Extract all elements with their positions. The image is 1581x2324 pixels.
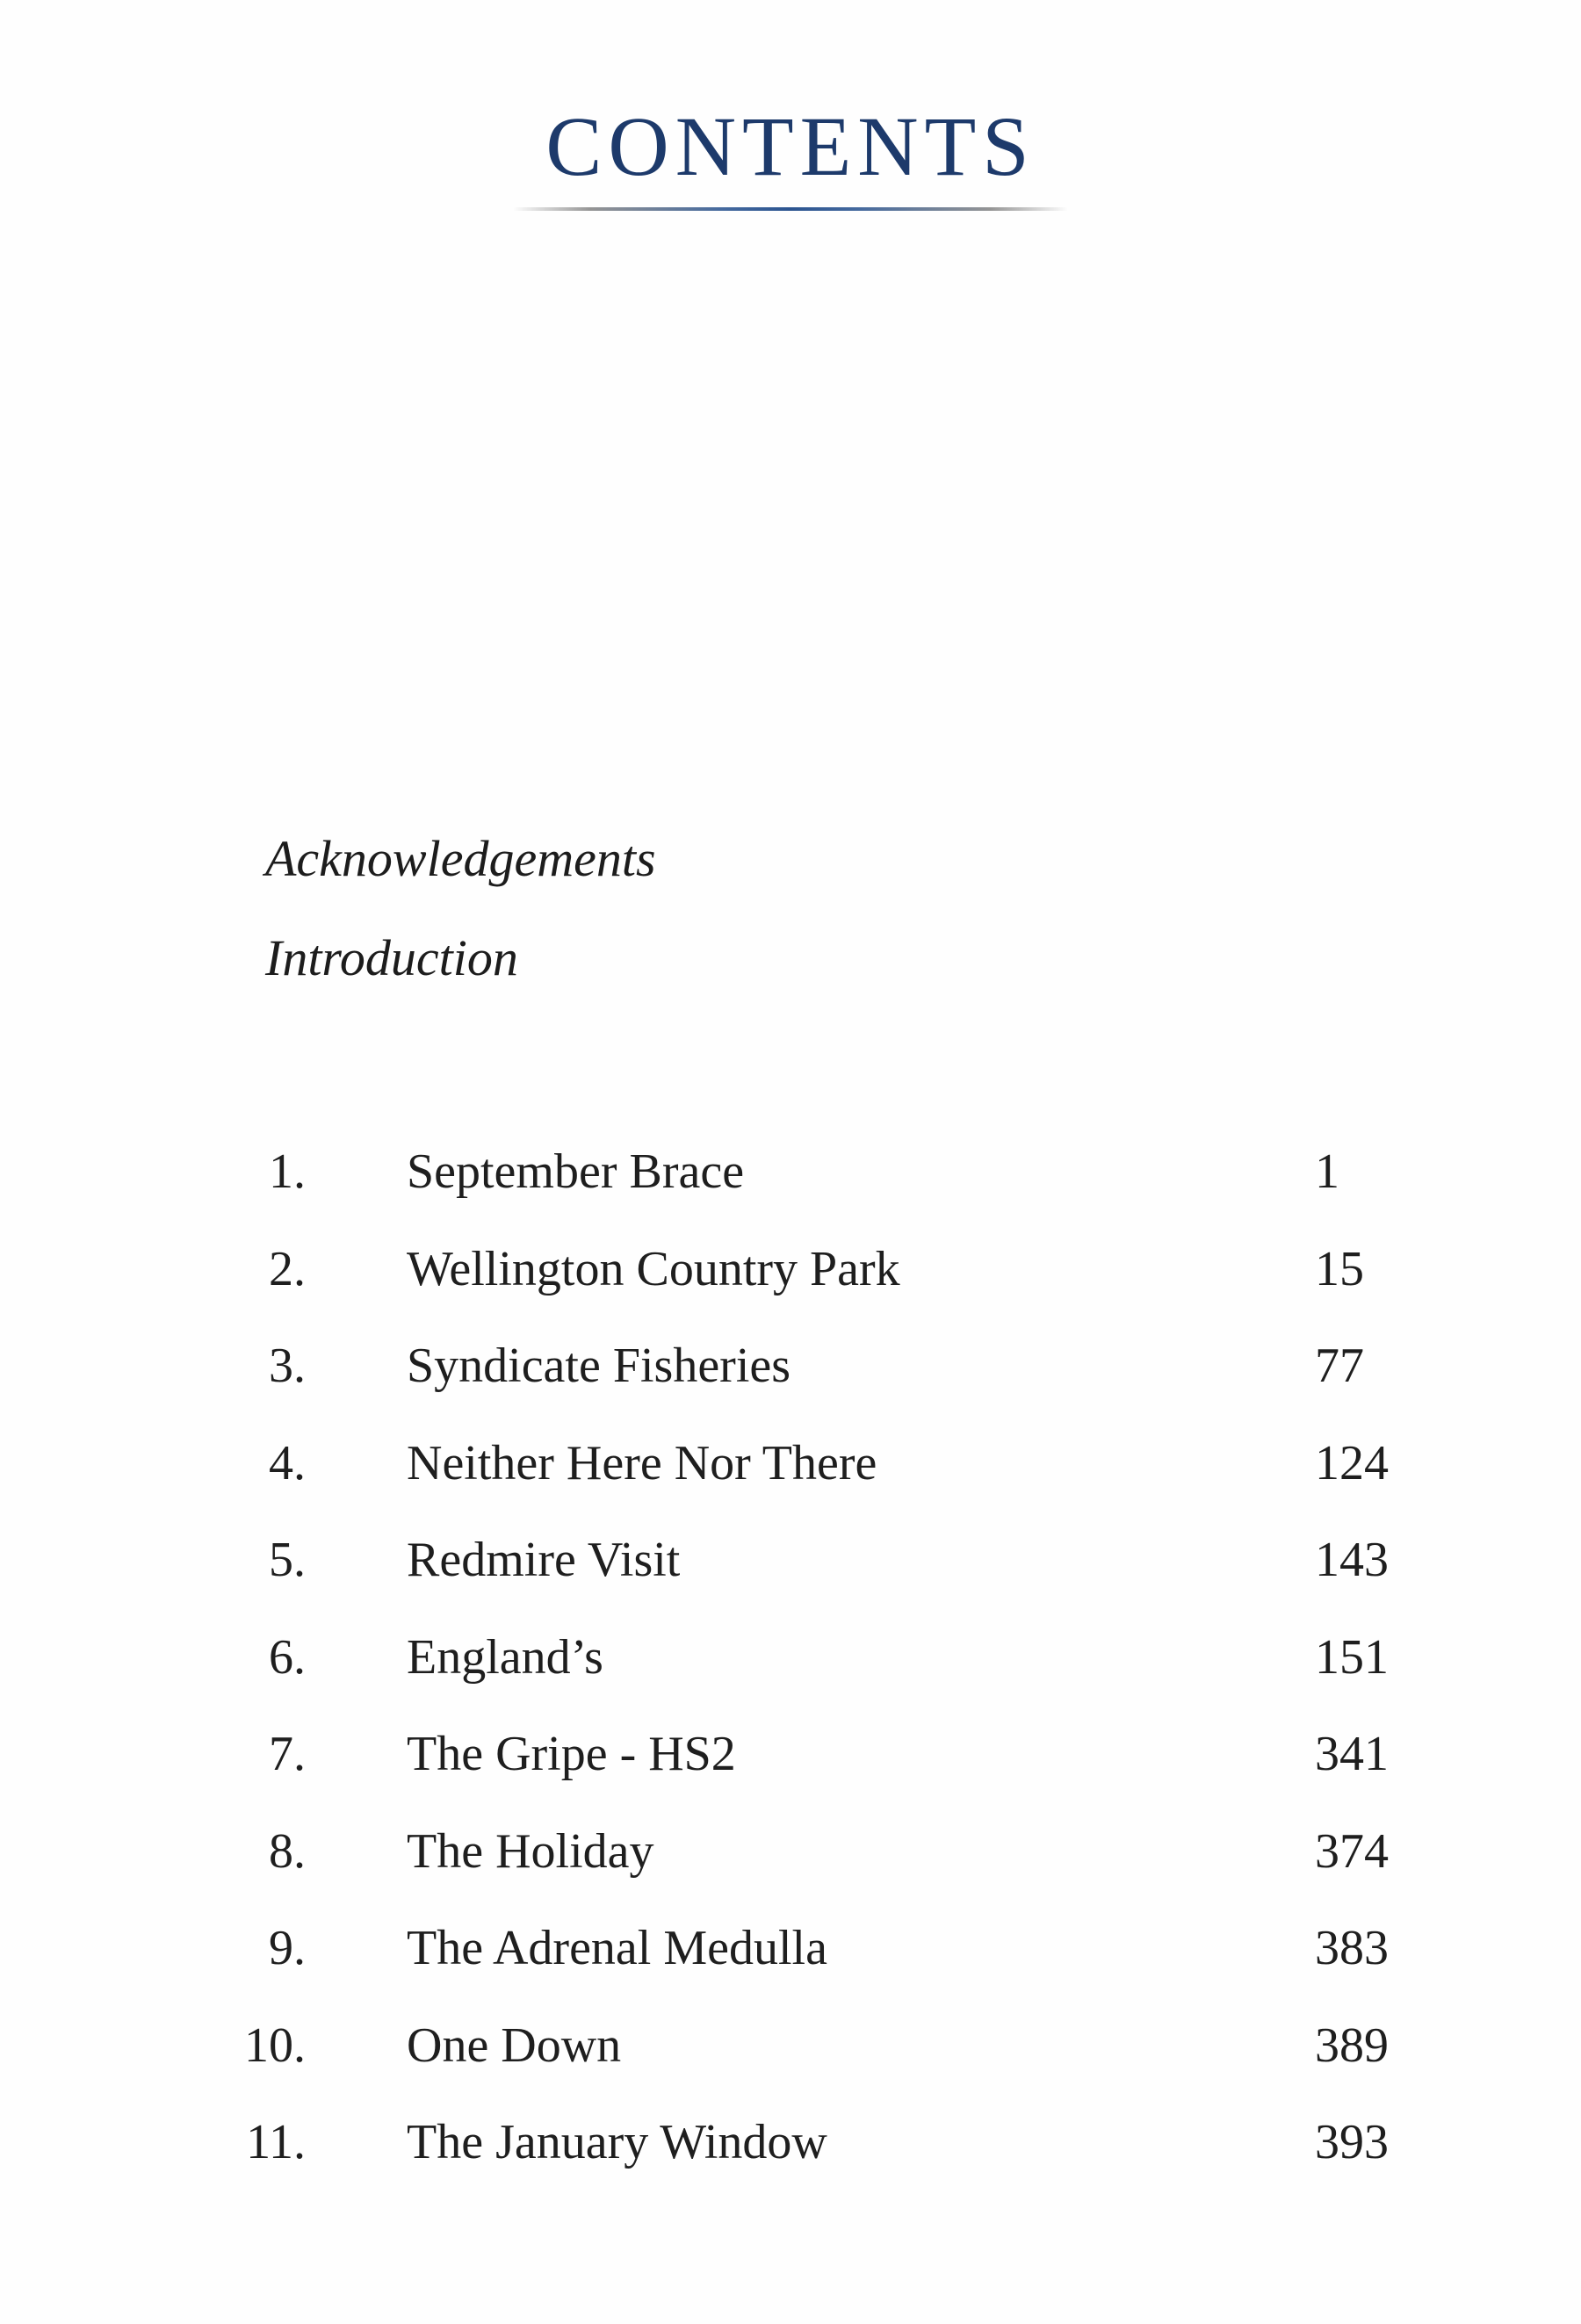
toc-entry-number: 2. (269, 1241, 306, 1296)
toc-entry-number: 5. (269, 1533, 306, 1587)
toc-entry-title: Syndicate Fisheries (407, 1339, 791, 1393)
toc-entry (0, 1609, 1581, 1707)
toc-entry-page: 77 (1315, 1339, 1364, 1393)
toc-entry-number: 6. (269, 1629, 306, 1685)
toc-entry-number: 10. (244, 2017, 306, 2073)
toc-entry-page: 151 (1315, 1629, 1389, 1685)
toc-entry (0, 2094, 1581, 2191)
toc-entry-page: 389 (1315, 2017, 1389, 2073)
toc-entry-page: 15 (1315, 1241, 1364, 1296)
page-title: CONTENTS (545, 99, 1036, 193)
toc-entry-page: 374 (1315, 1823, 1389, 1879)
toc-entry-number: 1. (269, 1144, 306, 1199)
toc-entry-number: 7. (269, 1727, 306, 1781)
toc-entry-title: The Gripe - HS2 (407, 1727, 736, 1781)
toc-entry-title: Neither Here Nor There (407, 1435, 877, 1490)
toc-entry-number: 3. (269, 1339, 306, 1393)
toc-entry (0, 1221, 1581, 1318)
toc-entry-title: England’s (407, 1629, 603, 1685)
toc-entry (0, 1512, 1581, 1609)
toc-entry-page: 393 (1315, 2115, 1389, 2169)
toc-entry-page: 143 (1315, 1533, 1389, 1587)
toc-entry (0, 1997, 1581, 2095)
toc-entry (0, 1317, 1581, 1415)
front-matter-introduction: Introduction (265, 929, 518, 986)
toc-entry (0, 1123, 1581, 1221)
toc-entry (0, 1900, 1581, 1997)
toc-entry-title: The January Window (407, 2115, 827, 2169)
front-matter-acknowledgements: Acknowledgements (265, 830, 656, 887)
toc-entry-title: Redmire Visit (407, 1533, 681, 1587)
toc-entry-title: September Brace (407, 1144, 745, 1199)
toc-entry (0, 1415, 1581, 1512)
toc-entry-title: The Holiday (407, 1823, 654, 1879)
toc-entry (0, 1803, 1581, 1901)
toc-entry-number: 4. (269, 1435, 306, 1490)
toc-entry-number: 11. (246, 2115, 306, 2169)
toc-entry-page: 383 (1315, 1921, 1389, 1975)
toc-entry-page: 1 (1315, 1144, 1339, 1199)
toc-list (0, 1123, 1581, 2191)
title-underline-rule (513, 207, 1068, 211)
front-matter-section (265, 809, 656, 1007)
toc-entry-title: One Down (407, 2017, 622, 2073)
toc-entry-number: 8. (269, 1823, 306, 1879)
toc-entry-title: The Adrenal Medulla (407, 1921, 827, 1975)
toc-entry-number: 9. (269, 1921, 306, 1975)
toc-entry (0, 1706, 1581, 1803)
toc-entry-page: 124 (1315, 1435, 1389, 1490)
toc-entry-page: 341 (1315, 1727, 1389, 1781)
toc-entry-title: Wellington Country Park (407, 1241, 900, 1296)
